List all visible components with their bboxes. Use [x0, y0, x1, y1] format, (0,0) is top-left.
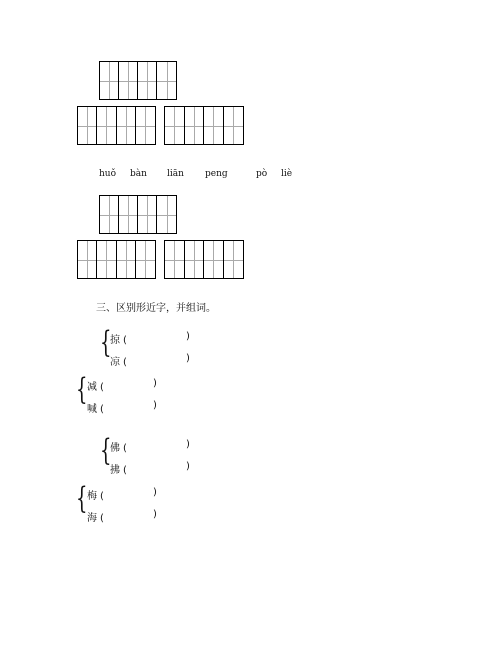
char: 拂 [110, 465, 120, 476]
char-row [87, 378, 157, 393]
brace-icon: { [100, 433, 112, 468]
char-row [87, 400, 157, 415]
right-paren: ) [153, 487, 157, 498]
writing-grid-5 [77, 240, 156, 279]
writing-grid-6 [164, 240, 244, 279]
right-paren: ) [153, 378, 157, 389]
char-row [110, 353, 190, 368]
char-row [110, 461, 190, 476]
right-paren: ) [153, 509, 157, 520]
pinyin-3: liān [167, 169, 184, 179]
writing-grid-2 [77, 106, 156, 145]
brace-icon: { [76, 481, 88, 516]
right-paren: ) [186, 439, 190, 450]
char: 海 [87, 513, 97, 524]
left-paren: ( [100, 513, 104, 524]
writing-grid-1 [99, 61, 177, 100]
pinyin-4: peng [205, 169, 228, 179]
brace-icon: { [100, 325, 112, 360]
left-paren: ( [100, 404, 104, 415]
right-paren: ) [153, 400, 157, 411]
left-paren: ( [100, 382, 104, 393]
left-paren: ( [123, 465, 127, 476]
char: 喊 [87, 404, 97, 415]
right-paren: ) [186, 331, 190, 342]
left-paren: ( [100, 491, 104, 502]
left-paren: ( [123, 335, 127, 346]
pinyin-6: liè [281, 169, 293, 179]
brace-icon: { [76, 372, 88, 407]
section-title: 三、区别形近字，并组词。 [96, 303, 216, 314]
char: 凉 [110, 357, 120, 368]
right-paren: ) [186, 353, 190, 364]
left-paren: ( [123, 357, 127, 368]
char: 梅 [87, 491, 97, 502]
char-row [110, 439, 190, 454]
char: 掠 [110, 335, 120, 346]
char-row [110, 331, 190, 346]
right-paren: ) [186, 461, 190, 472]
pinyin-2: bàn [130, 169, 147, 179]
writing-grid-3 [164, 106, 244, 145]
writing-grid-4 [99, 195, 177, 234]
char: 减 [87, 382, 97, 393]
left-paren: ( [123, 443, 127, 454]
pinyin-5: pò [256, 169, 268, 179]
char-row [87, 487, 157, 502]
pinyin-1: huǒ [99, 169, 117, 179]
char: 佛 [110, 443, 120, 454]
char-row [87, 509, 157, 524]
